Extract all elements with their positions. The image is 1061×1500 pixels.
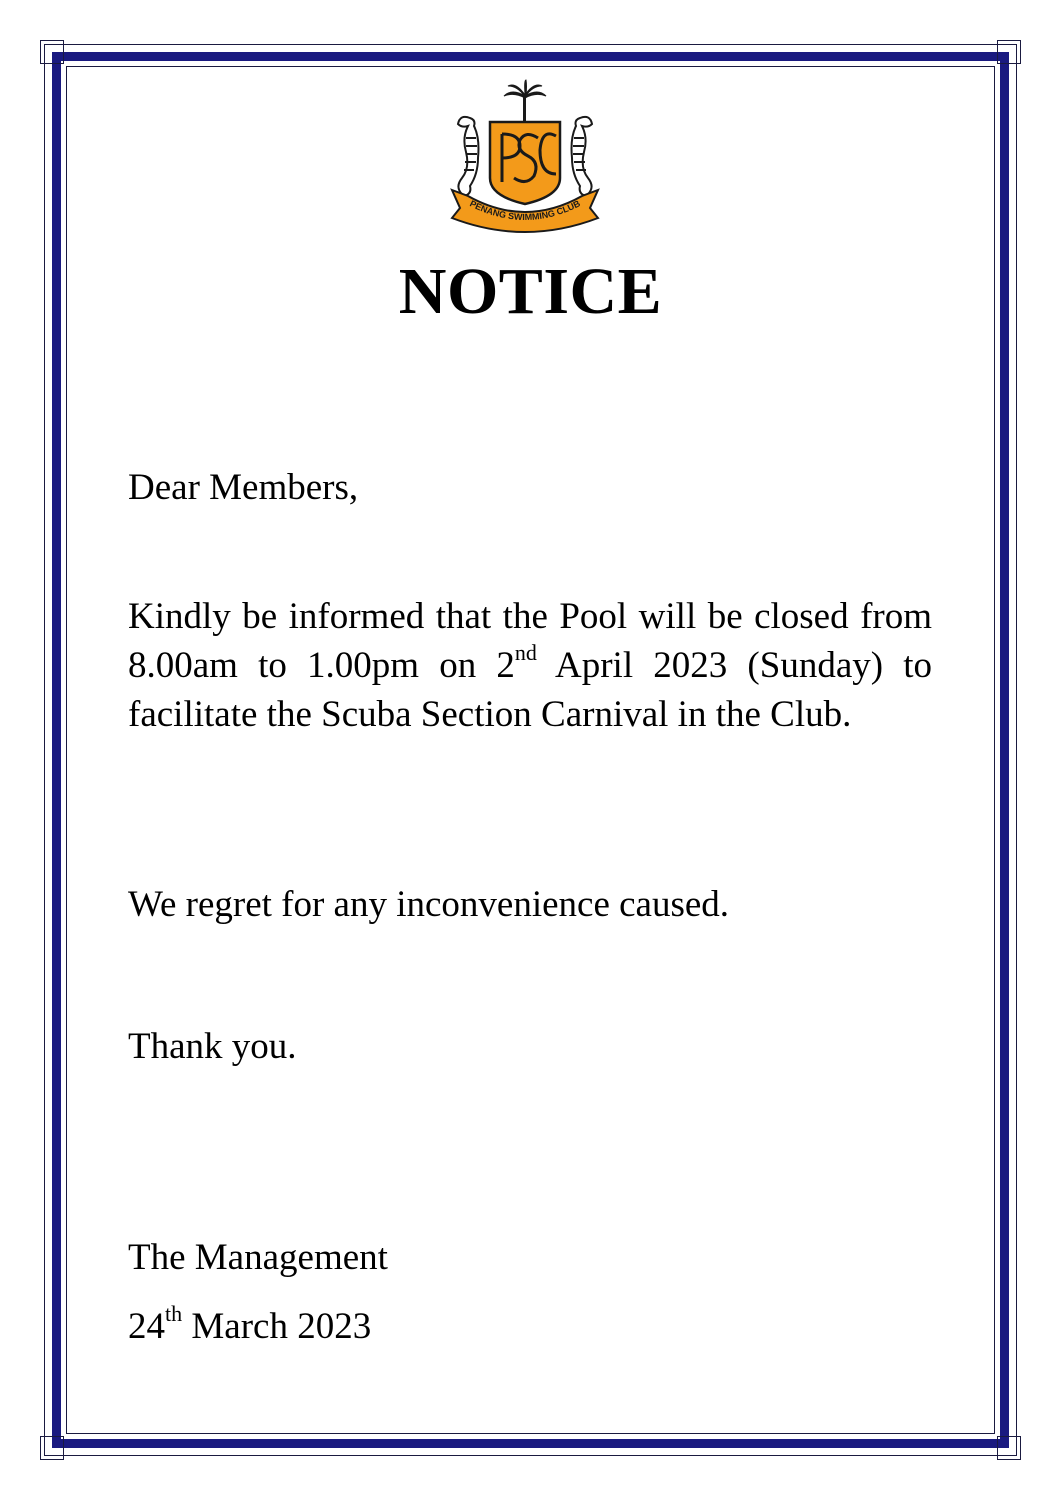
border-corner-bottom-left <box>40 1436 64 1460</box>
notice-date <box>128 1302 932 1351</box>
club-crest-logo <box>440 78 610 238</box>
body-ordinal-suffix: nd <box>514 639 537 665</box>
date-day: 24 <box>128 1306 165 1347</box>
ribbon-text: PENANG SWIMMING CLUB <box>468 198 582 223</box>
border-corner-bottom-right <box>997 1436 1021 1460</box>
signoff-the-management: The Management <box>128 1237 388 1278</box>
thank-you-line: Thank you. <box>128 1026 297 1067</box>
salutation: Dear Members, <box>128 467 359 508</box>
body-text-part1: Kindly be informed that the Pool will be closed from 8.00am to 1.00pm on 2 <box>128 596 932 686</box>
notice-body-paragraph <box>128 592 932 739</box>
notice-title: NOTICE <box>398 255 663 328</box>
date-month-year: March 2023 <box>182 1306 372 1347</box>
palm-tree-icon <box>504 80 546 122</box>
seahorse-right-icon <box>572 117 593 196</box>
date-day-suffix: th <box>165 1300 183 1326</box>
seahorse-left-icon <box>458 117 479 196</box>
border-corner-top-right <box>997 40 1021 64</box>
border-corner-top-left <box>40 40 64 64</box>
regret-line: We regret for any inconvenience caused. <box>128 884 730 925</box>
body-text-part2: April 2023 (Sunday) to facilitate the Scuba Section Carnival in the Club. <box>128 645 932 735</box>
